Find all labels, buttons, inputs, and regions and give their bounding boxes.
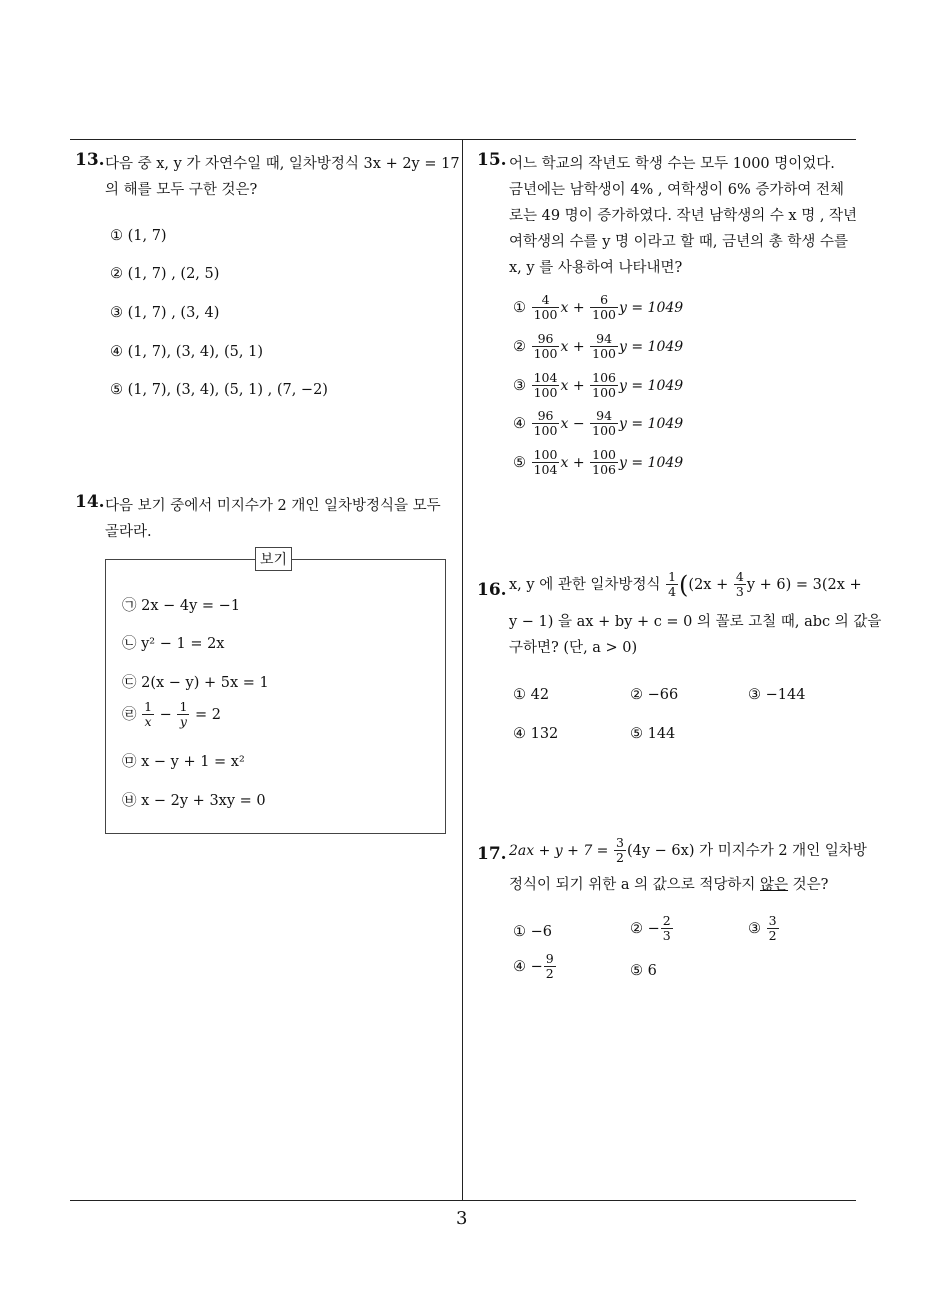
question-text-line1: 어느 학교의 작년도 학생 수는 모두 1000 명이었다. <box>509 156 835 172</box>
option-4[interactable]: ④ − $\frac{9}{2}$ <box>513 951 554 982</box>
option-4[interactable]: ④ 132 <box>513 726 559 742</box>
top-rule <box>70 139 856 140</box>
fraction-1-over-x: $\frac{1}{x}$ <box>144 699 153 730</box>
example-item-3[interactable]: ㉢ 2(x − y) + 5x = 1 <box>122 675 269 691</box>
page-number: 3 <box>456 1208 468 1229</box>
example-item-1[interactable]: ㉠ 2x − 4y = −1 <box>122 598 241 614</box>
example-box-label: 보기 <box>255 547 292 571</box>
example-item-2[interactable]: ㉡ y² − 1 = 2x <box>122 636 225 652</box>
question-text-line1: 2ax + y + 7 = $\frac{3}{2}$ (4y − 6x) 가 미지수가 2 개인 일차방 <box>509 835 867 866</box>
bottom-rule <box>70 1200 856 1201</box>
question-text-line2: 금년에는 남학생이 4% , 여학생이 6% 증가하여 전체 <box>509 182 845 198</box>
option-5[interactable]: ⑤ $\frac{100}{104}$ x + $\frac{100}{106}$ y = 1049 <box>513 447 684 478</box>
option-3[interactable]: ③ $\frac{3}{2}$ <box>748 913 777 944</box>
example-item-4[interactable]: ㉣ $\frac{1}{x}$ − $\frac{1}{y}$ = 2 <box>122 699 221 730</box>
question-text-line3: 구하면? (단, a > 0) <box>509 640 638 656</box>
question-number: 13. <box>75 150 105 170</box>
option-5[interactable]: ⑤ (1, 7), (3, 4), (5, 1) , (7, −2) <box>110 382 328 398</box>
question-number: 16. <box>477 580 507 600</box>
question-number: 17. <box>477 844 507 864</box>
example-item-6[interactable]: ㉥ x − 2y + 3xy = 0 <box>122 793 266 809</box>
question-text-line2: 골라라. <box>105 524 152 540</box>
question-text-line1: x, y 에 관한 일차방정식 $\frac{1}{4}$ ((2x + $\frac{4}{3}$ y + 6) = 3(2x + <box>509 569 862 600</box>
option-1[interactable]: ① 42 <box>513 687 550 703</box>
question-text-line1: 다음 중 x, y 가 자연수일 때, 일차방정식 3x + 2y = 17 <box>105 156 460 172</box>
option-2[interactable]: ② − $\frac{2}{3}$ <box>630 913 671 944</box>
example-item-4-rest: = 2 <box>195 706 221 723</box>
column-divider <box>462 139 463 1201</box>
option-5[interactable]: ⑤ 144 <box>630 726 676 742</box>
question-text-line1: 다음 보기 중에서 미지수가 2 개인 일차방정식을 모두 <box>105 498 441 514</box>
question-text-line2: 의 해를 모두 구한 것은? <box>105 182 258 198</box>
question-text-line4: 여학생의 수를 y 명 이라고 할 때, 금년의 총 학생 수를 <box>509 234 849 250</box>
option-1[interactable]: ① $\frac{4}{100}$ x + $\frac{6}{100}$ y = 1049 <box>513 292 684 323</box>
question-number: 15. <box>477 150 507 170</box>
option-2[interactable]: ② $\frac{96}{100}$ x + $\frac{94}{100}$ y = 1049 <box>513 331 684 362</box>
option-3[interactable]: ③ −144 <box>748 687 806 703</box>
option-1[interactable]: ① (1, 7) <box>110 228 167 244</box>
option-5[interactable]: ⑤ 6 <box>630 963 657 979</box>
question-text-line2: y − 1) 을 ax + by + c = 0 의 꼴로 고칠 때, abc 의 값을 <box>509 614 882 630</box>
fraction-1-over-y: $\frac{1}{y}$ <box>179 699 188 730</box>
question-number: 14. <box>75 492 105 512</box>
option-3[interactable]: ③ (1, 7) , (3, 4) <box>110 305 220 321</box>
option-4[interactable]: ④ (1, 7), (3, 4), (5, 1) <box>110 344 263 360</box>
option-2[interactable]: ② −66 <box>630 687 679 703</box>
question-text-line2: 정식이 되기 위한 a 의 값으로 적당하지 않은 것은? <box>509 877 829 893</box>
option-3[interactable]: ③ $\frac{104}{100}$ x + $\frac{106}{100}$ y = 1049 <box>513 370 684 401</box>
example-item-4-mark: ㉣ <box>122 706 137 723</box>
option-4[interactable]: ④ $\frac{96}{100}$ x − $\frac{94}{100}$ y = 1049 <box>513 408 684 439</box>
option-1[interactable]: ① −6 <box>513 924 552 940</box>
question-text-line3: 로는 49 명이 증가하였다. 작년 남학생의 수 x 명 , 작년 <box>509 208 858 224</box>
example-item-5[interactable]: ㉤ x − y + 1 = x² <box>122 754 245 770</box>
question-text-line5: x, y 를 사용하여 나타내면? <box>509 260 683 276</box>
option-2[interactable]: ② (1, 7) , (2, 5) <box>110 266 220 282</box>
